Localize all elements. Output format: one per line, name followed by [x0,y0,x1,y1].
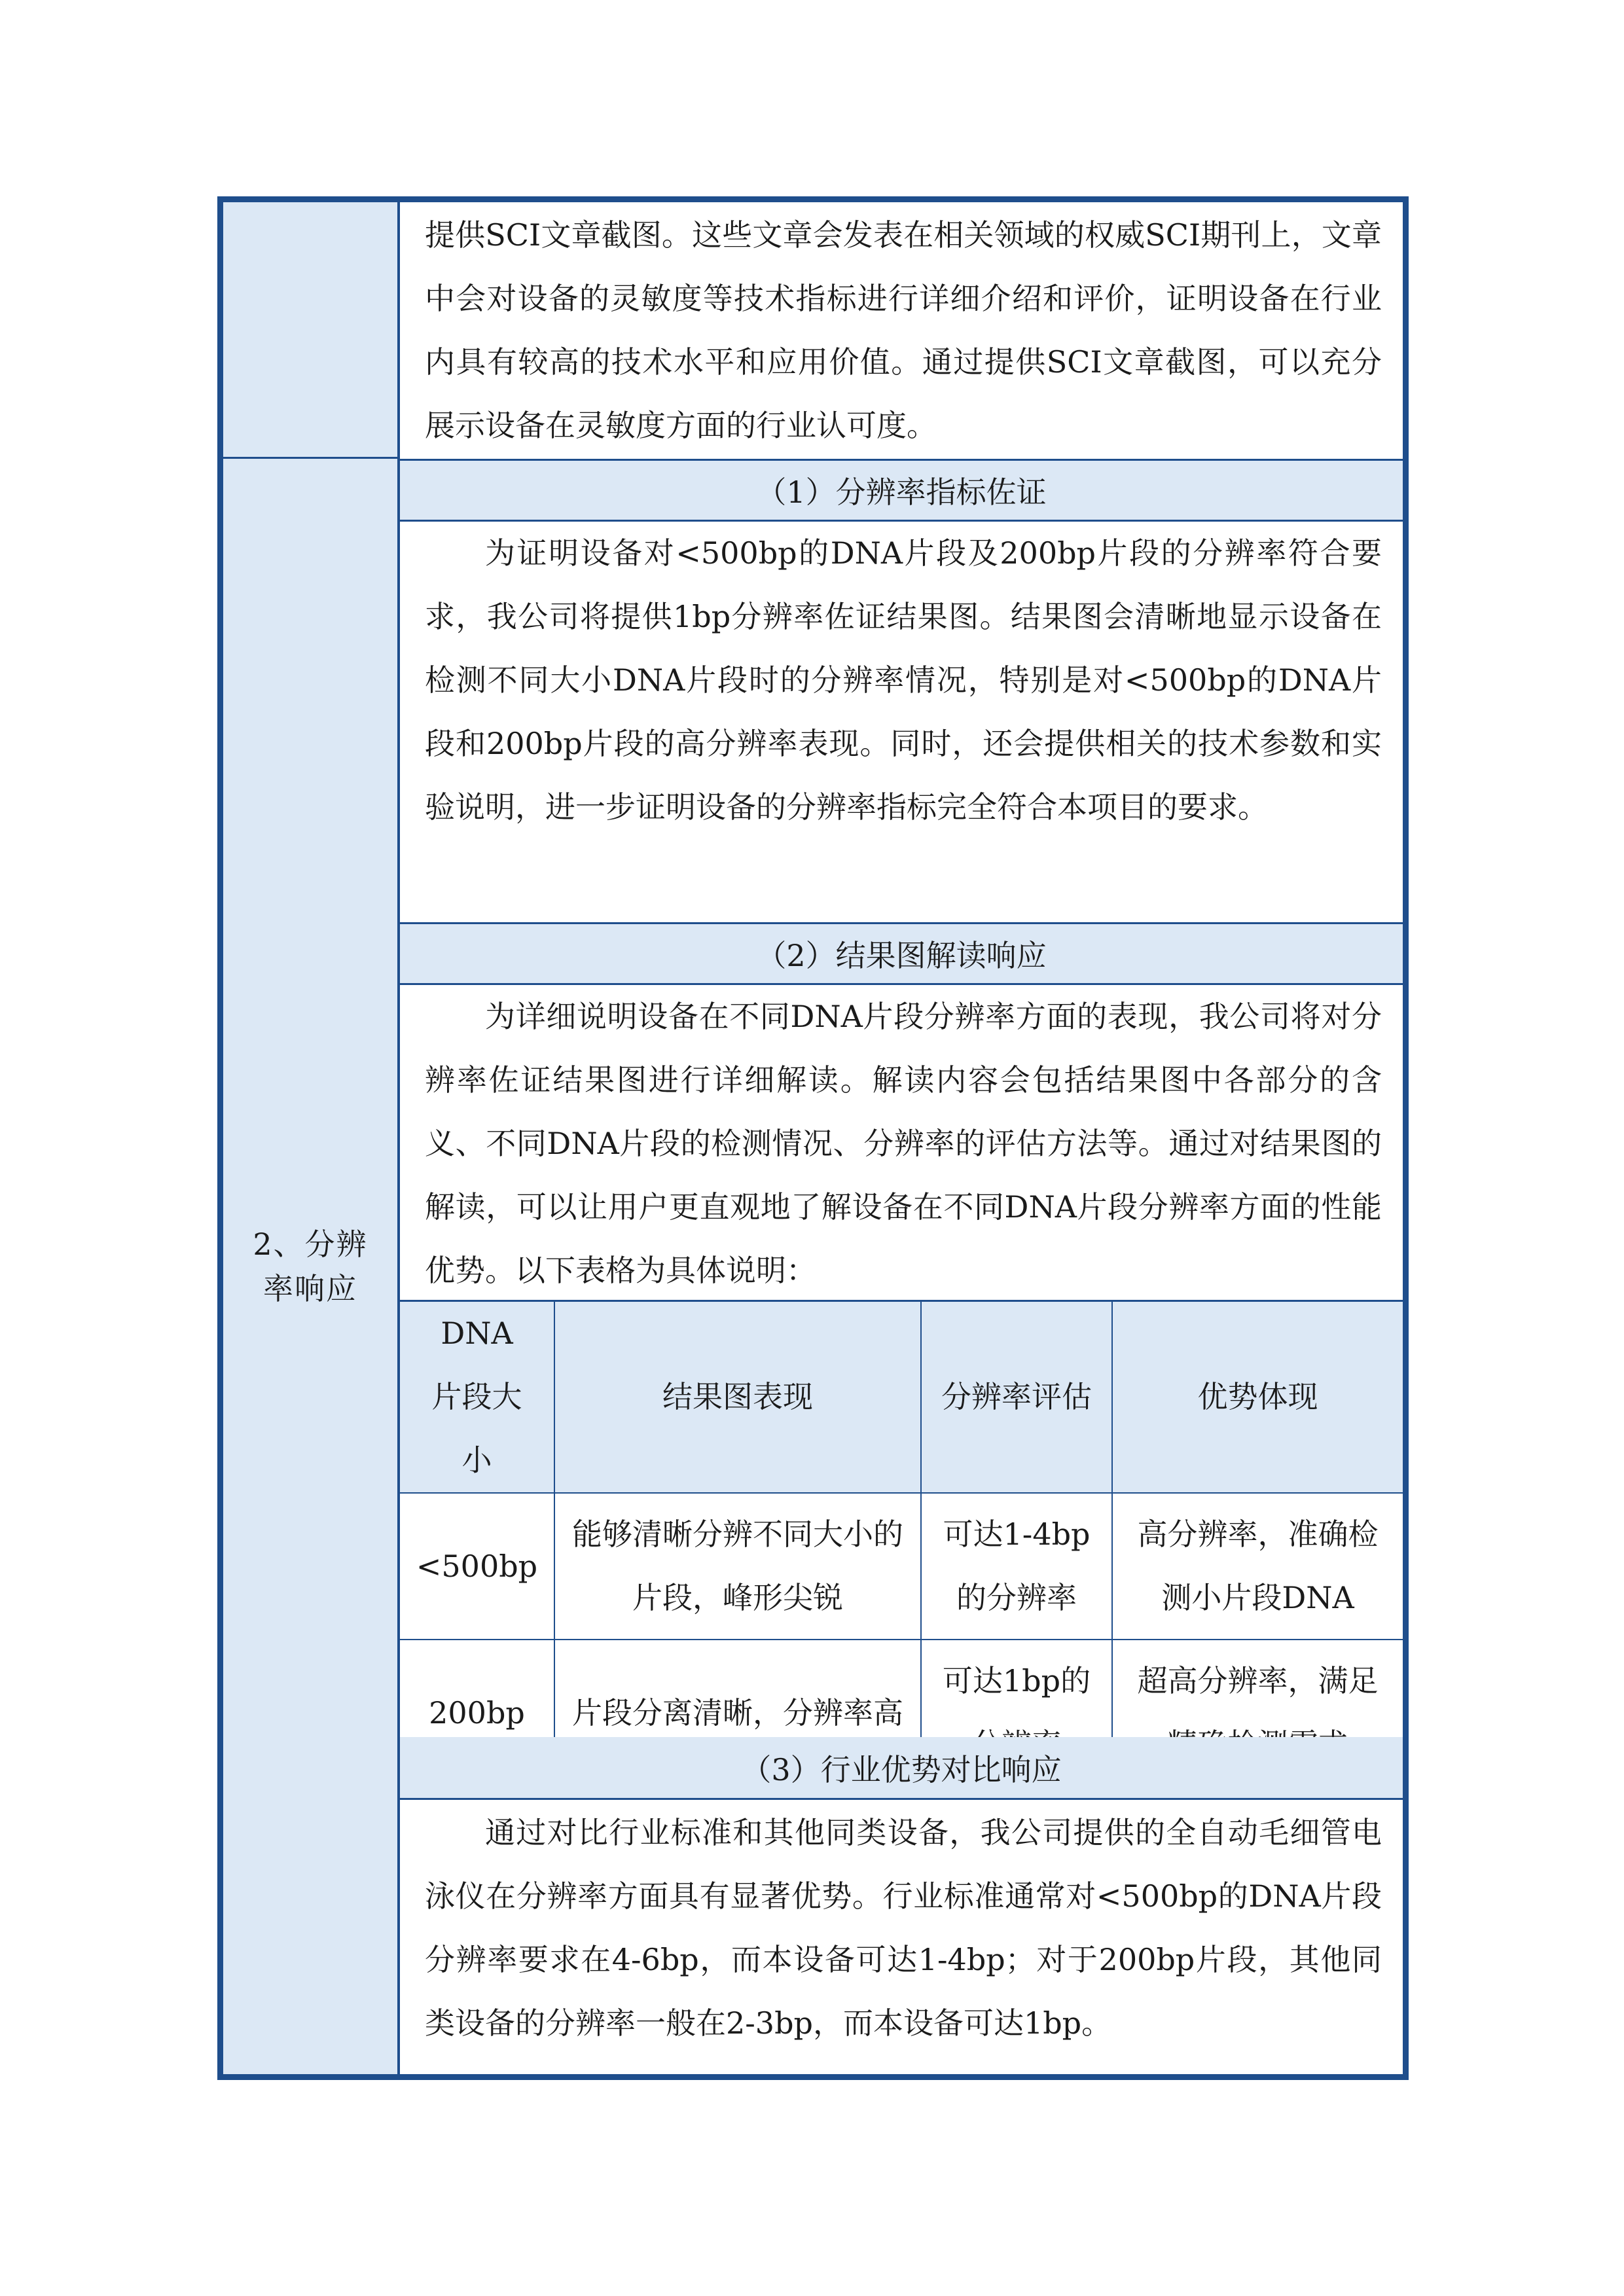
table-cell: <500bp [400,1493,554,1640]
table-cell: 超高分辨率，满足 [1112,1640,1403,1787]
dna-resolution-table [400,1300,1403,1787]
response-table-frame [217,196,1409,2080]
table-cell: 可达1bp的 [921,1640,1112,1787]
table-header-cell: 结果图表现 [554,1301,921,1494]
table-cell: 200bp [400,1640,554,1787]
left-column [223,202,400,2074]
table-cell: 可达1-4bp的分辨率 [921,1493,1112,1640]
table-header-row [400,1301,1403,1494]
sub1-header: （1）分辨率指标佐证 [400,459,1403,522]
table-header-cell: 分辨率评估 [921,1301,1112,1494]
left-cell-section [223,459,397,2074]
sub2-header: （2）结果图解读响应 [400,922,1403,985]
left-cell-continuation [223,202,397,459]
table-cell: 高分辨率，准确检测小片段DNA [1112,1493,1403,1640]
top-paragraph: 提供SCI文章截图。这些文章会发表在相关领域的权威SCI期刊上，文章中会对设备的灵敏度等技术指标进行详细介绍和评价，证明设备在行业内具有较高的技术水平和应用价值。通过提供SCI文章截图，可以充分展示设备在灵敏度方面的行业认可度。 [425,217,1382,443]
sub3-body: 通过对比行业标准和其他同类设备，我公司提供的全自动毛细管电泳仪在分辨率方面具有显著优势。行业标准通常对<500bp的DNA片段分辨率要求在4-6bp，而本设备可达1-4bp；对于200bp片段，其他同类设备的分辨率一般在2-3bp，而本设备可达1bp。 [425,1815,1382,2041]
sub3-header: （3）行业优势对比响应 [400,1737,1403,1800]
sub2-body: 为详细说明设备在不同DNA片段分辨率方面的表现，我公司将对分辨率佐证结果图进行详细解读。解读内容会包括结果图中各部分的含义、不同DNA片段的检测情况、分辨率的评估方法等。通过对结果图的解读，可以让用户更直观地了解设备在不同DNA片段分辨率方面的性能优势。以下表格为具体说明： [425,999,1382,1288]
table-cell: 能够清晰分辨不同大小的片段，峰形尖锐 [554,1493,921,1640]
table-header-cell: 优势体现 [1112,1301,1403,1494]
sub1-body: 为证明设备对<500bp的DNA片段及200bp片段的分辨率符合要求，我公司将提供1bp分辨率佐证结果图。结果图会清晰地显示设备在检测不同大小DNA片段时的分辨率情况，特别是对<500bp的DNA片段和200bp片段的高分辨率表现。同时，还会提供相关的技术参数和实验说明，进一步证明设备的分辨率指标完全符合本项目的要求。 [425,535,1382,825]
table-row [400,1493,1403,1640]
table-header-cell: DNA片段大小 [400,1301,554,1494]
table-cell: 片段分离清晰，分辨率高 [554,1640,921,1787]
right-column [400,202,1403,2074]
section-label: 2、分辨率响应 [253,1227,368,1306]
